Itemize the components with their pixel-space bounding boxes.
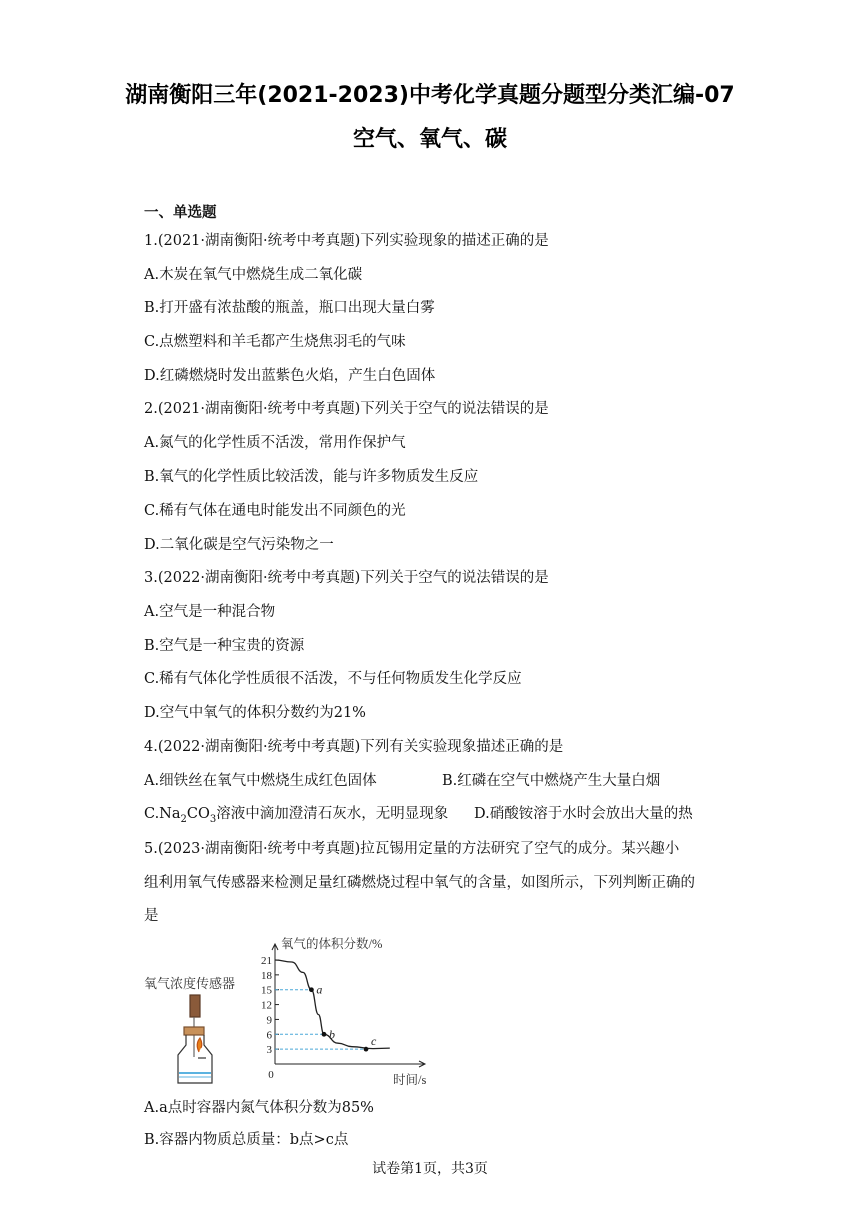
- q4-c-sub2: 3: [209, 813, 217, 825]
- q4-c-mid: CO: [186, 806, 210, 822]
- q2-option-a: A.氮气的化学性质不活泼，常用作保护气: [144, 435, 406, 451]
- point-b: [322, 1032, 327, 1037]
- q1-stem: 1.(2021·湖南衡阳·统考中考真题)下列实验现象的描述正确的是: [144, 233, 549, 249]
- point-label-b: b: [329, 1027, 335, 1042]
- x-axis-label: 时间/s: [393, 1073, 427, 1087]
- sensor-apparatus: [178, 995, 212, 1083]
- oxygen-chart: [261, 936, 426, 1087]
- q4-option-a: A.细铁丝在氧气中燃烧生成红色固体: [144, 773, 377, 789]
- y-tick-label: 18: [261, 969, 272, 982]
- doc-title-line2: 空气、氧气、碳: [352, 127, 507, 152]
- q1-option-b: B.打开盛有浓盐酸的瓶盖，瓶口出现大量白雾: [144, 300, 435, 316]
- q4-option-b: B.红磷在空气中燃烧产生大量白烟: [442, 773, 661, 789]
- q4-stem: 4.(2022·湖南衡阳·统考中考真题)下列有关实验现象描述正确的是: [144, 739, 564, 755]
- q1-option-c: C.点燃塑料和羊毛都产生烧焦羽毛的气味: [144, 334, 406, 350]
- y-tick-label: 6: [266, 1029, 272, 1042]
- q4-option-d: D.硝酸铵溶于水时会放出大量的热: [474, 806, 693, 822]
- q4-option-c: [144, 804, 448, 830]
- point-c: [364, 1047, 369, 1052]
- q5-stem-line3: 是: [144, 908, 159, 924]
- q5-figure: [140, 928, 440, 1090]
- q5-option-a: A.a点时容器内氮气体积分数为85%: [144, 1100, 374, 1116]
- q3-option-d: D.空气中氧气的体积分数约为21%: [144, 705, 366, 721]
- y-tick-label: 9: [266, 1014, 272, 1027]
- y-tick-label: 21: [261, 955, 272, 967]
- q5-option-b: B.容器内物质总质量：b点>c点: [144, 1132, 349, 1148]
- q4-c-post: 溶液中滴加澄清石灰水，无明显现象: [216, 806, 449, 822]
- y-tick-label: 3: [266, 1044, 272, 1057]
- y-axis-label: 氧气的体积分数/%: [281, 937, 383, 951]
- q2-option-d: D.二氧化碳是空气污染物之一: [144, 537, 334, 553]
- page-footer: 试卷第1页，共3页: [372, 1161, 488, 1177]
- q3-option-a: A.空气是一种混合物: [144, 604, 276, 620]
- point-a: [309, 987, 314, 992]
- sensor-label: 氧气浓度传感器: [144, 976, 236, 991]
- q5-stem-line2: 组利用氧气传感器来检测足量红磷燃烧过程中氧气的含量，如图所示，下列判断正确的: [144, 875, 695, 891]
- q3-option-b: B.空气是一种宝贵的资源: [144, 638, 305, 654]
- point-label-c: c: [371, 1034, 377, 1049]
- y-tick-label: 15: [261, 984, 272, 997]
- y-tick-label: 12: [261, 999, 272, 1012]
- q4-c-sub1: 2: [180, 813, 187, 825]
- q4-c-pre: C.Na: [144, 806, 181, 822]
- q1-option-a: A.木炭在氧气中燃烧生成二氧化碳: [144, 267, 363, 283]
- q2-option-c: C.稀有气体在通电时能发出不同颜色的光: [144, 503, 406, 519]
- q1-option-d: D.红磷燃烧时发出蓝紫色火焰，产生白色固体: [144, 368, 436, 384]
- section-heading: 一、单选题: [144, 205, 217, 221]
- q3-option-c: C.稀有气体化学性质很不活泼，不与任何物质发生化学反应: [144, 671, 522, 687]
- point-label-a: a: [316, 982, 323, 997]
- q2-stem: 2.(2021·湖南衡阳·统考中考真题)下列关于空气的说法错误的是: [144, 401, 549, 417]
- q5-stem-line1: 5.(2023·湖南衡阳·统考中考真题)拉瓦锡用定量的方法研究了空气的成分。某兴趣小: [144, 841, 680, 857]
- doc-title-line1: 湖南衡阳三年(2021-2023)中考化学真题分题型分类汇编-07: [125, 83, 735, 108]
- origin-label: 0: [268, 1069, 274, 1081]
- q2-option-b: B.氧气的化学性质比较活泼，能与许多物质发生反应: [144, 469, 479, 485]
- q3-stem: 3.(2022·湖南衡阳·统考中考真题)下列关于空气的说法错误的是: [144, 570, 549, 586]
